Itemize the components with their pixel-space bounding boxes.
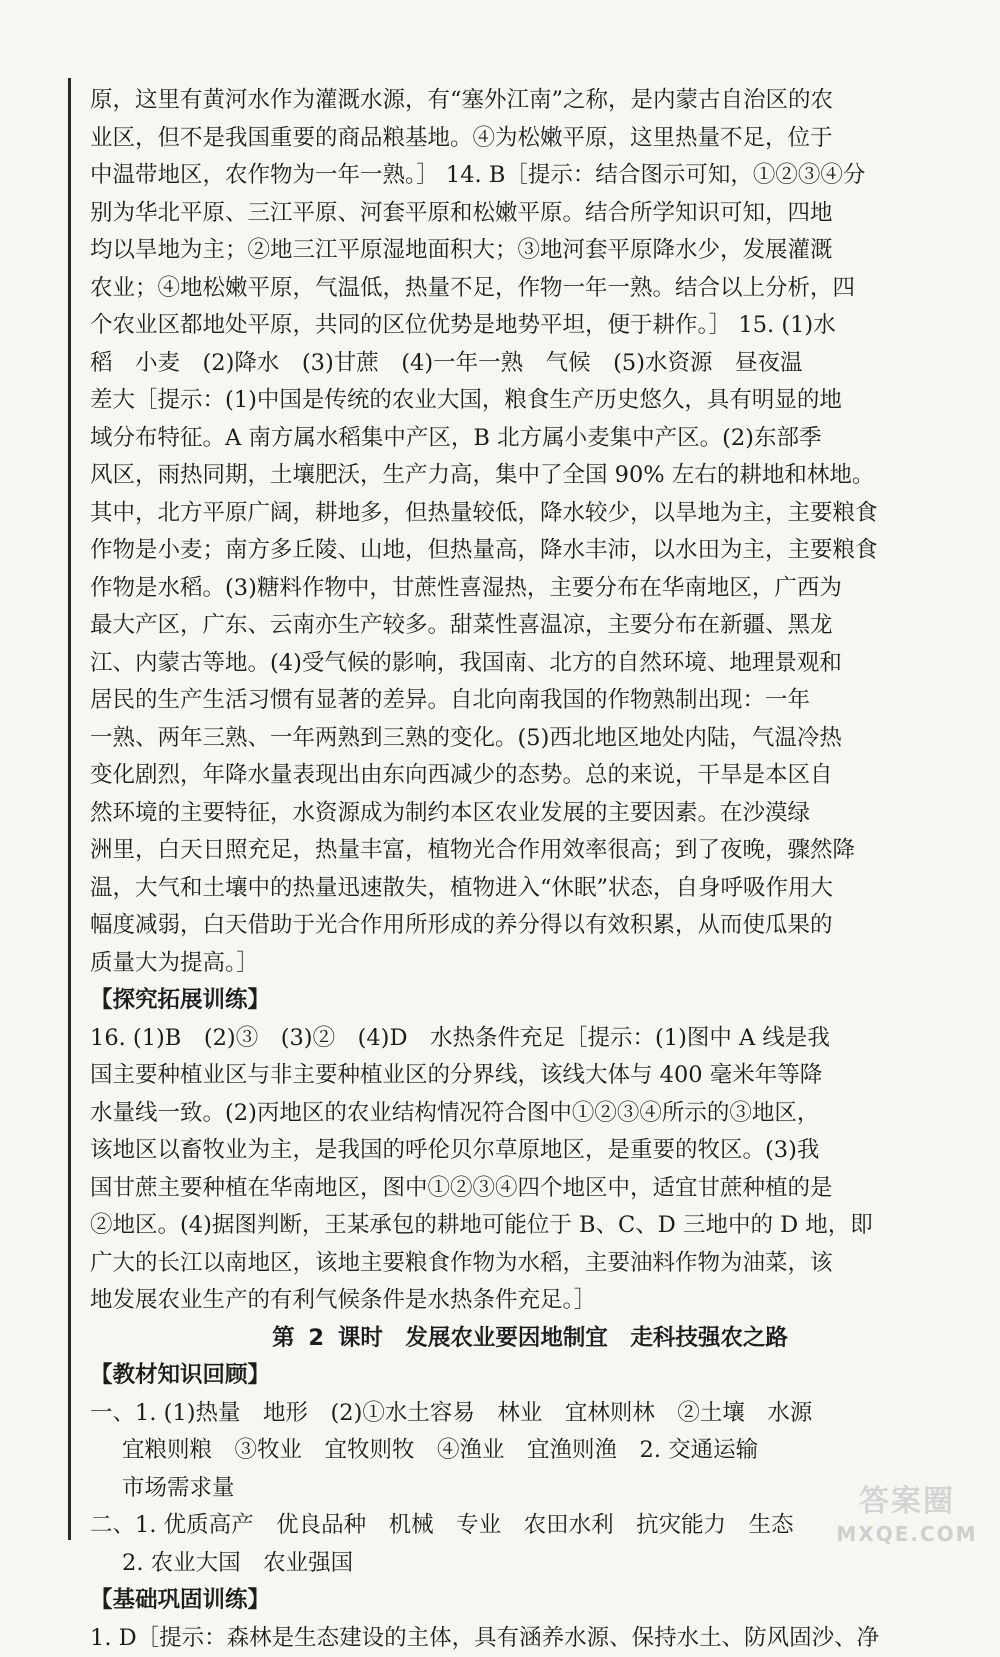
text-line: 中温带地区，农作物为一年一熟。］ 14. B［提示：结合图示可知，①②③④分	[90, 157, 970, 195]
text-line: 洲里，白天日照充足，热量丰富，植物光合作用效率很高；到了夜晚，骤然降	[90, 832, 970, 870]
margin-rule	[68, 78, 71, 1540]
text-line: ②地区。(4)据图判断，王某承包的耕地可能位于 B、C、D 三地中的 D 地，即	[90, 1207, 970, 1245]
text-line: 广大的长江以南地区，该地主要粮食作物为水稻，主要油料作物为油菜，该	[90, 1245, 970, 1283]
watermark-logo-text: 答案圈	[832, 1482, 982, 1522]
text-line: 作物是水稻。(3)糖料作物中，甘蔗性喜湿热，主要分布在华南地区，广西为	[90, 570, 970, 608]
text-line: 别为华北平原、三江平原、河套平原和松嫩平原。结合所学知识可知，四地	[90, 195, 970, 233]
text-line: 16. (1)B (2)③ (3)② (4)D 水热条件充足［提示：(1)图中 A 线是我	[90, 1020, 970, 1058]
text-line: 水量线一致。(2)丙地区的农业结构情况符合图中①②③④所示的③地区，	[90, 1095, 970, 1133]
text-line: 一熟、两年三熟、一年两熟到三熟的变化。(5)西北地区地处内陆，气温冷热	[90, 720, 970, 758]
text-line: 国甘蔗主要种植在华南地区，图中①②③④四个地区中，适宜甘蔗种植的是	[90, 1170, 970, 1208]
text-line: 然环境的主要特征，水资源成为制约本区农业发展的主要因素。在沙漠绿	[90, 795, 970, 833]
text-line: 幅度减弱，白天借助于光合作用所形成的养分得以有效积累，从而使瓜果的	[90, 907, 970, 945]
text-line: 二、1. 优质高产 优良品种 机械 专业 农田水利 抗灾能力 生态	[90, 1507, 970, 1545]
text-line: 稻 小麦 (2)降水 (3)甘蔗 (4)一年一熟 气候 (5)水资源 昼夜温	[90, 345, 970, 383]
text-line: 农业；④地松嫩平原，气温低，热量不足，作物一年一熟。结合以上分析，四	[90, 270, 970, 308]
text-line: 均以旱地为主；②地三江平原湿地面积大；③地河套平原降水少，发展灌溉	[90, 232, 970, 270]
text-line: 其中，北方平原广阔，耕地多，但热量较低，降水较少，以旱地为主，主要粮食	[90, 495, 970, 533]
text-line: 居民的生产生活习惯有显著的差异。自北向南我国的作物熟制出现：一年	[90, 682, 970, 720]
text-line: 业区，但不是我国重要的商品粮基地。④为松嫩平原，这里热量不足，位于	[90, 120, 970, 158]
text-line: 最大产区，广东、云南亦生产较多。甜菜性喜温凉，主要分布在新疆、黑龙	[90, 607, 970, 645]
text-line: 江、内蒙古等地。(4)受气候的影响，我国南、北方的自然环境、地理景观和	[90, 645, 970, 683]
text-line: 原，这里有黄河水作为灌溉水源，有“塞外江南”之称，是内蒙古自治区的农	[90, 82, 970, 120]
text-line: 市场需求量	[90, 1470, 970, 1508]
text-line: 国主要种植业区与非主要种植业区的分界线，该线大体与 400 毫米年等降	[90, 1057, 970, 1095]
site-watermark	[832, 1482, 982, 1552]
text-line: 质量大为提高。］	[90, 945, 970, 983]
text-line: 地发展农业生产的有利气候条件是水热条件充足。］	[90, 1282, 970, 1320]
lesson-title: 第 2 课时 发展农业要因地制宜 走科技强农之路	[90, 1320, 970, 1358]
text-line: 风区，雨热同期，土壤肥沃，生产力高，集中了全国 90% 左右的耕地和林地。	[90, 457, 970, 495]
text-line: 变化剧烈，年降水量表现出由东向西减少的态势。总的来说，干旱是本区自	[90, 757, 970, 795]
text-line: 该地区以畜牧业为主，是我国的呼伦贝尔草原地区，是重要的牧区。(3)我	[90, 1132, 970, 1170]
section-heading-basic: 【基础巩固训练】	[90, 1582, 970, 1620]
text-line: 个农业区都地处平原，共同的区位优势是地势平坦，便于耕作。］ 15. (1)水	[90, 307, 970, 345]
answer-text-block	[90, 82, 970, 1657]
text-line: 作物是小麦；南方多丘陵、山地，但热量高，降水丰沛，以水田为主，主要粮食	[90, 532, 970, 570]
watermark-domain: MXQE.COM	[832, 1522, 982, 1546]
text-line: 宜粮则粮 ③牧业 宜牧则牧 ④渔业 宜渔则渔 2. 交通运输	[90, 1432, 970, 1470]
text-line: 1. D［提示：森林是生态建设的主体，具有涵养水源、保持水土、防风固沙、净	[90, 1620, 970, 1657]
text-line: 域分布特征。A 南方属水稻集中产区，B 北方属小麦集中产区。(2)东部季	[90, 420, 970, 458]
text-line: 一、1. (1)热量 地形 (2)①水土容易 林业 宜林则林 ②土壤 水源	[90, 1395, 970, 1433]
text-line: 2. 农业大国 农业强国	[90, 1545, 970, 1583]
section-heading-review: 【教材知识回顾】	[90, 1357, 970, 1395]
text-line: 差大［提示：(1)中国是传统的农业大国，粮食生产历史悠久，具有明显的地	[90, 382, 970, 420]
section-heading-explore: 【探究拓展训练】	[90, 982, 970, 1020]
text-line: 温，大气和土壤中的热量迅速散失，植物进入“休眠”状态，自身呼吸作用大	[90, 870, 970, 908]
